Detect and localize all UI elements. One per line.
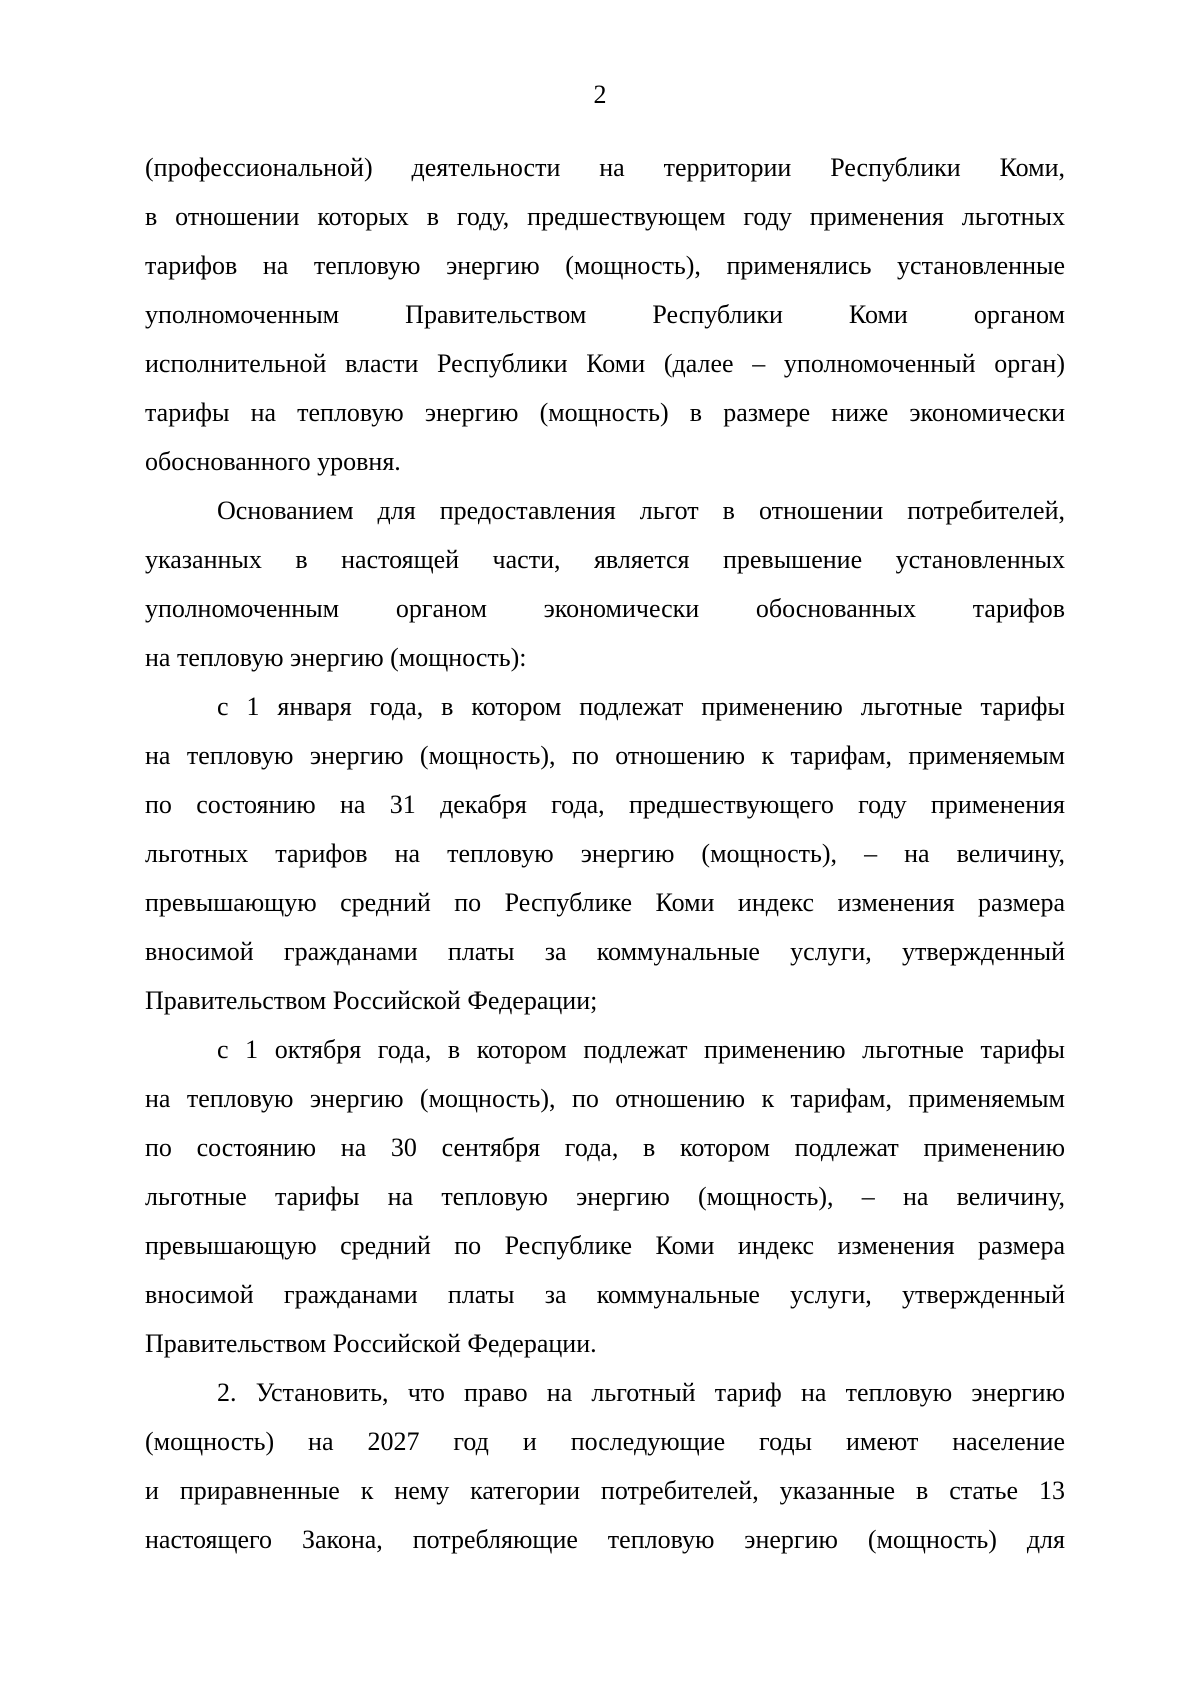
text-line: с 1 октября года, в котором подлежат применению льготные тарифы [217,1035,1065,1064]
text-line: 2. Установить, что право на льготный тариф на тепловую энергию [217,1378,1065,1407]
text-line: исполнительной власти Республики Коми (далее – уполномоченный орган) [145,349,1065,378]
document-body [145,143,1065,1564]
paragraph [145,1368,1065,1564]
text-line: (профессиональной) деятельности на территории Республики Коми, [145,153,1065,182]
text-line: льготных тарифов на тепловую энергию (мощность), – на величину, [145,839,1065,868]
paragraph [145,682,1065,1025]
text-line: на тепловую энергию (мощность), по отношению к тарифам, применяемым [145,741,1065,770]
text-line: по состоянию на 30 сентября года, в котором подлежат применению [145,1133,1065,1162]
text-line: тарифов на тепловую энергию (мощность), применялись установленные [145,251,1065,280]
text-line: уполномоченным Правительством Республики Коми органом [145,300,1065,329]
paragraph [145,1025,1065,1368]
paragraph [145,486,1065,682]
text-line: льготные тарифы на тепловую энергию (мощность), – на величину, [145,1182,1065,1211]
text-line: уполномоченным органом экономически обоснованных тарифов [145,594,1065,623]
text-line: тарифы на тепловую энергию (мощность) в размере ниже экономически [145,398,1065,427]
text-line: Правительством Российской Федерации; [145,986,598,1015]
text-line: по состоянию на 31 декабря года, предшествующего году применения [145,790,1065,819]
page-number: 2 [593,80,607,109]
text-line: в отношении которых в году, предшествующем году применения льготных [145,202,1065,231]
text-line: Основанием для предоставления льгот в отношении потребителей, [217,496,1065,525]
text-line: вносимой гражданами платы за коммунальные услуги, утвержденный [145,1280,1065,1309]
text-line: указанных в настоящей части, является превышение установленных [145,545,1065,574]
text-line: с 1 января года, в котором подлежат применению льготные тарифы [217,692,1065,721]
text-line: на тепловую энергию (мощность): [145,643,527,672]
text-line: вносимой гражданами платы за коммунальные услуги, утвержденный [145,937,1065,966]
text-line: превышающую средний по Республике Коми индекс изменения размера [145,888,1065,917]
paragraph [145,143,1065,486]
text-line: настоящего Закона, потребляющие тепловую энергию (мощность) для [145,1525,1065,1554]
text-line: превышающую средний по Республике Коми индекс изменения размера [145,1231,1065,1260]
text-line: и приравненные к нему категории потребителей, указанные в статье 13 [145,1476,1065,1505]
text-line: (мощность) на 2027 год и последующие годы имеют население [145,1427,1065,1456]
text-line: Правительством Российской Федерации. [145,1329,597,1358]
text-line: обоснованного уровня. [145,447,401,476]
text-line: на тепловую энергию (мощность), по отношению к тарифам, применяемым [145,1084,1065,1113]
